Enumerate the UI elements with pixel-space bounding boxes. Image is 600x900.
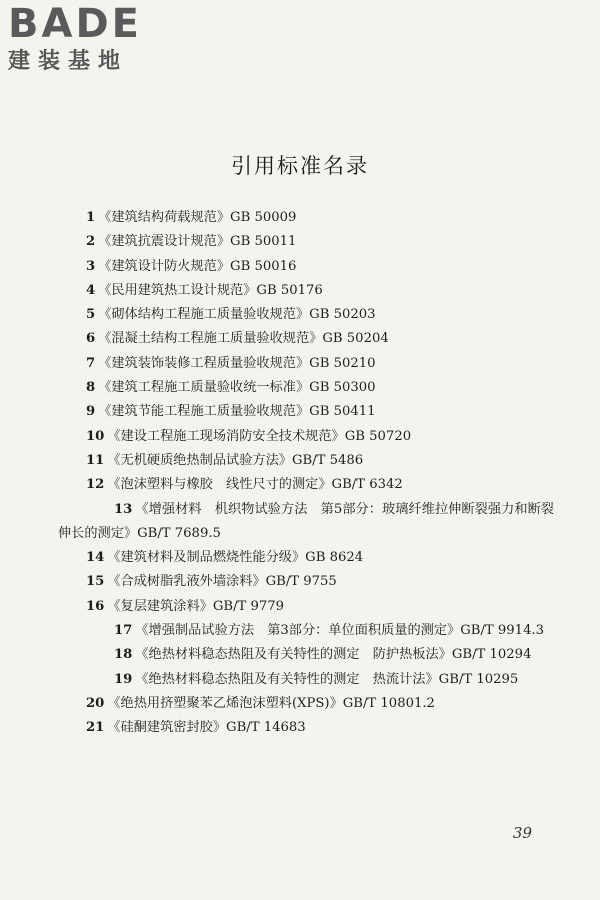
list-item <box>58 668 554 692</box>
item-text: 《建筑结构荷载规范》GB 50009 <box>98 210 297 225</box>
standards-list <box>58 206 554 741</box>
list-item <box>58 619 554 643</box>
list-item <box>86 206 554 230</box>
list-item <box>86 425 554 449</box>
list-item <box>86 692 554 716</box>
item-text: 《建筑抗震设计规范》GB 50011 <box>98 234 297 250</box>
list-item <box>86 230 554 254</box>
list-item <box>58 498 554 547</box>
item-text: 《绝热材料稳态热阻及有关特性的测定 热流计法》GB/T 10295 <box>135 671 519 687</box>
list-item <box>86 303 554 327</box>
item-text: 《增强制品试验方法 第3部分：单位面积质量的测定》GB/T 9914.3 <box>135 623 545 639</box>
item-text: 《建筑工程施工质量验收统一标准》GB 50300 <box>98 380 376 396</box>
list-item <box>86 595 554 619</box>
list-item <box>86 449 554 473</box>
item-number: 2 <box>86 234 96 250</box>
item-number: 17 <box>114 623 133 639</box>
item-text: 《建筑材料及制品燃烧性能分级》GB 8624 <box>107 550 364 566</box>
item-text: 《民用建筑热工设计规范》GB 50176 <box>98 282 323 298</box>
list-item <box>86 570 554 594</box>
item-text: 《硅酮建筑密封胶》GB/T 14683 <box>107 720 306 736</box>
item-text: 《复层建筑涂料》GB/T 9779 <box>107 598 285 614</box>
list-item <box>86 546 554 570</box>
list-item <box>86 716 554 740</box>
item-text: 《建筑节能工程施工质量验收规范》GB 50411 <box>98 404 376 420</box>
list-item <box>86 352 554 376</box>
page-number: 39 <box>512 824 532 842</box>
logo-wordmark: BADE <box>8 1 142 47</box>
logo-subtitle: 建装基地 <box>8 49 129 74</box>
item-number: 1 <box>86 210 96 225</box>
item-number: 7 <box>86 355 96 371</box>
item-text: 《泡沫塑料与橡胶 线性尺寸的测定》GB/T 6342 <box>107 477 403 493</box>
item-text: 《绝热材料稳态热阻及有关特性的测定 防护热板法》GB/T 10294 <box>135 647 532 663</box>
page-title: 引用标准名录 <box>231 154 369 178</box>
item-text: 《建筑装饰装修工程质量验收规范》GB 50210 <box>98 355 376 371</box>
logo <box>8 2 178 76</box>
list-item <box>58 643 554 667</box>
item-number: 10 <box>86 428 105 444</box>
item-number: 9 <box>86 404 96 420</box>
item-text: 《建设工程施工现场消防安全技术规范》GB 50720 <box>107 428 412 444</box>
item-number: 14 <box>86 550 105 566</box>
item-number: 21 <box>86 720 105 736</box>
item-number: 5 <box>86 307 96 323</box>
item-number: 20 <box>86 695 105 711</box>
list-item <box>86 400 554 424</box>
item-number: 18 <box>114 647 133 663</box>
item-text: 《砌体结构工程施工质量验收规范》GB 50203 <box>98 307 376 323</box>
item-text: 《增强材料 机织物试验方法 第5部分：玻璃纤维拉伸断裂强力和断裂伸长的测定》GB/T 7689.5 <box>58 501 554 541</box>
list-item <box>86 327 554 351</box>
item-text: 《建筑设计防火规范》GB 50016 <box>98 258 297 274</box>
list-item <box>86 473 554 497</box>
list-item <box>86 376 554 400</box>
item-text: 《合成树脂乳液外墙涂料》GB/T 9755 <box>107 574 337 590</box>
item-text: 《混凝土结构工程施工质量验收规范》GB 50204 <box>98 331 389 347</box>
item-number: 19 <box>114 671 133 687</box>
item-number: 6 <box>86 331 96 347</box>
list-item <box>86 255 554 279</box>
item-text: 《绝热用挤塑聚苯乙烯泡沫塑料(XPS)》GB/T 10801.2 <box>107 695 435 711</box>
item-number: 16 <box>86 598 105 614</box>
item-number: 15 <box>86 574 105 590</box>
item-number: 4 <box>86 282 96 298</box>
item-number: 12 <box>86 477 105 493</box>
item-number: 8 <box>86 380 96 396</box>
item-number: 11 <box>86 452 105 468</box>
item-text: 《无机硬质绝热制品试验方法》GB/T 5486 <box>107 452 364 468</box>
item-number: 3 <box>86 258 96 274</box>
list-item <box>86 279 554 303</box>
item-number: 13 <box>114 501 133 517</box>
